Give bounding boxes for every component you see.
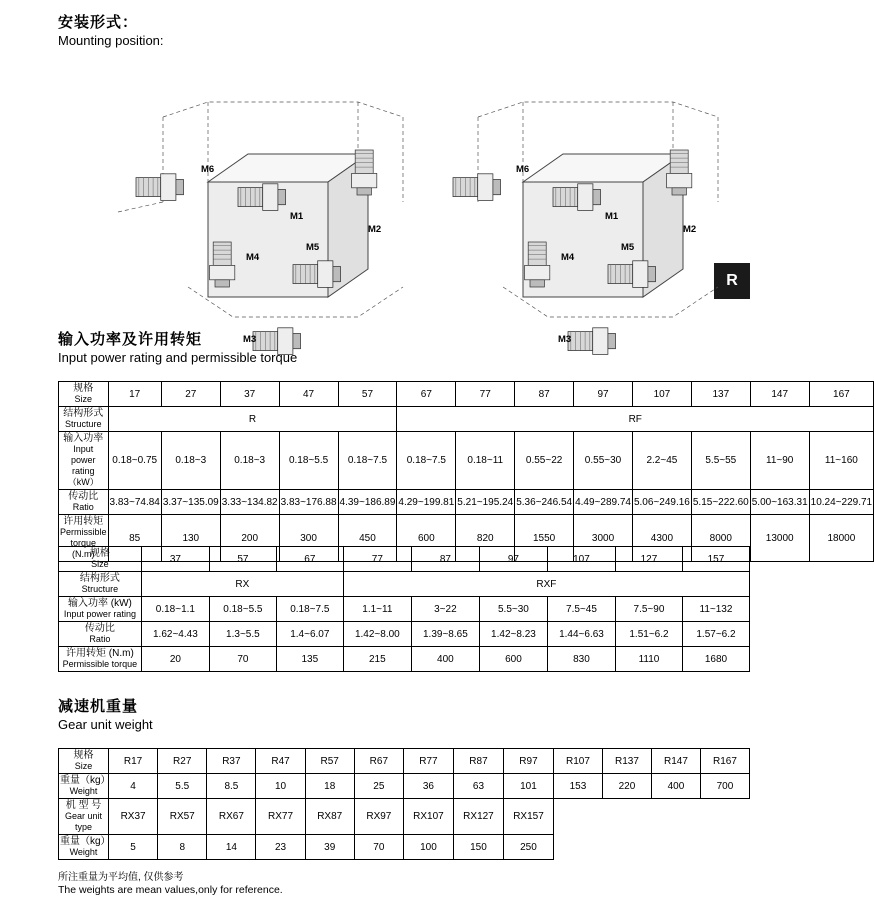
cell: 5.21~195.24 bbox=[456, 490, 515, 515]
cell: 135 bbox=[276, 647, 343, 672]
cell: 18000 bbox=[809, 515, 873, 562]
cell: R87 bbox=[453, 749, 503, 774]
row-label-power: 输入功率 Input power rating（kW） bbox=[59, 432, 109, 490]
cell: 57 bbox=[209, 547, 276, 572]
cell: 1.44~6.63 bbox=[547, 622, 615, 647]
row-label-size: 规格 Size bbox=[59, 547, 142, 572]
cell-empty bbox=[553, 835, 602, 860]
svg-text:M1: M1 bbox=[605, 211, 619, 222]
cell: 10 bbox=[256, 774, 305, 799]
cell: 215 bbox=[343, 647, 411, 672]
cell: 36 bbox=[403, 774, 453, 799]
cell: 97 bbox=[479, 547, 547, 572]
weight-heading bbox=[58, 698, 153, 733]
cell: 1.1~11 bbox=[343, 597, 411, 622]
svg-text:M3: M3 bbox=[558, 334, 572, 345]
cell: 18 bbox=[305, 774, 354, 799]
cell: RX107 bbox=[403, 799, 453, 835]
cell: R137 bbox=[602, 749, 651, 774]
svg-text:M6: M6 bbox=[201, 164, 215, 175]
cell: 27 bbox=[161, 382, 220, 407]
cell: 0.55~22 bbox=[515, 432, 574, 490]
cell: 77 bbox=[343, 547, 411, 572]
cell-empty bbox=[602, 835, 651, 860]
svg-text:M1: M1 bbox=[290, 211, 304, 222]
gear-unit-weight-table bbox=[58, 748, 750, 860]
input-power-heading-en: Input power rating and permissible torque bbox=[58, 350, 298, 365]
cell: 77 bbox=[456, 382, 515, 407]
cell: 107 bbox=[547, 547, 615, 572]
cell: 3.83~74.84 bbox=[108, 490, 161, 515]
cell: 130 bbox=[161, 515, 220, 562]
cell: 4300 bbox=[632, 515, 691, 562]
svg-text:M4: M4 bbox=[561, 252, 575, 263]
cell-empty bbox=[651, 835, 700, 860]
cell: 0.18~3 bbox=[220, 432, 279, 490]
input-power-heading bbox=[58, 331, 297, 366]
cell: 14 bbox=[207, 835, 256, 860]
row-label-size: 规格 Size bbox=[59, 749, 109, 774]
cell: 101 bbox=[503, 774, 553, 799]
cell: 70 bbox=[209, 647, 276, 672]
cell: 0.18~0.75 bbox=[108, 432, 161, 490]
cell: 3000 bbox=[574, 515, 633, 562]
table-row bbox=[59, 597, 750, 622]
cell: R107 bbox=[553, 749, 602, 774]
cell: 85 bbox=[108, 515, 161, 562]
cell: 0.18~3 bbox=[161, 432, 220, 490]
input-power-table-r bbox=[58, 381, 874, 562]
table-row bbox=[59, 622, 750, 647]
cell: RX97 bbox=[354, 799, 403, 835]
cell: 220 bbox=[602, 774, 651, 799]
cell: 63 bbox=[453, 774, 503, 799]
weight-heading-en: Gear unit weight bbox=[58, 717, 153, 732]
cell: RF bbox=[397, 407, 874, 432]
row-label-ratio: 传动比 Ratio bbox=[59, 622, 142, 647]
mounting-heading-cn: 安装形式： bbox=[58, 14, 139, 31]
cell: R57 bbox=[305, 749, 354, 774]
cell: RXF bbox=[343, 572, 749, 597]
cell: 23 bbox=[256, 835, 305, 860]
cell: 3.33~134.82 bbox=[220, 490, 279, 515]
cell: RX67 bbox=[207, 799, 256, 835]
row-label-type: 机 型 号 Gear unit type bbox=[59, 799, 109, 835]
cell: RX57 bbox=[158, 799, 207, 835]
table-row bbox=[59, 835, 750, 860]
cell: 450 bbox=[338, 515, 397, 562]
cell: 8000 bbox=[691, 515, 750, 562]
cell: 0.18~5.5 bbox=[279, 432, 338, 490]
cell: 97 bbox=[574, 382, 633, 407]
cell: 0.18~7.5 bbox=[338, 432, 397, 490]
table-row bbox=[59, 749, 750, 774]
cell: 147 bbox=[750, 382, 809, 407]
cell: 0.18~5.5 bbox=[209, 597, 276, 622]
cell: R97 bbox=[503, 749, 553, 774]
table-row bbox=[59, 490, 874, 515]
cell: R47 bbox=[256, 749, 305, 774]
cell-empty bbox=[651, 799, 700, 835]
cell: 1.3~5.5 bbox=[209, 622, 276, 647]
cell: 37 bbox=[141, 547, 209, 572]
cell: 0.18~7.5 bbox=[397, 432, 456, 490]
cell: RX157 bbox=[503, 799, 553, 835]
cell: 39 bbox=[305, 835, 354, 860]
table-row bbox=[59, 432, 874, 490]
svg-text:M3: M3 bbox=[243, 334, 257, 345]
cell: 0.18~11 bbox=[456, 432, 515, 490]
cell: 67 bbox=[397, 382, 456, 407]
cell: 5.06~249.16 bbox=[632, 490, 691, 515]
cell: 5.5 bbox=[158, 774, 207, 799]
cell: 100 bbox=[403, 835, 453, 860]
row-label-weight: 重量（kg） Weight bbox=[59, 774, 109, 799]
footnote bbox=[58, 871, 283, 897]
cell: 820 bbox=[456, 515, 515, 562]
cell-empty bbox=[553, 799, 602, 835]
row-label-torque: 许用转矩 (N.m) Permissible torque bbox=[59, 647, 142, 672]
cell: R77 bbox=[403, 749, 453, 774]
cell: R27 bbox=[158, 749, 207, 774]
cell: RX37 bbox=[109, 799, 158, 835]
cell: 153 bbox=[553, 774, 602, 799]
cell: 107 bbox=[632, 382, 691, 407]
cell: 57 bbox=[338, 382, 397, 407]
cell-empty bbox=[700, 799, 749, 835]
cell: 87 bbox=[515, 382, 574, 407]
cell: 11~160 bbox=[809, 432, 873, 490]
cell: 4 bbox=[109, 774, 158, 799]
footnote-en: The weights are mean values,only for reference. bbox=[58, 884, 283, 896]
page-index-tab: R bbox=[714, 263, 750, 299]
cell: RX127 bbox=[453, 799, 503, 835]
cell: 1.62~4.43 bbox=[141, 622, 209, 647]
table-row bbox=[59, 547, 750, 572]
cell: RX87 bbox=[305, 799, 354, 835]
row-label-torque: 许用转矩 Permissible torque (N.m) bbox=[59, 515, 109, 562]
cell: 5.00~163.31 bbox=[750, 490, 809, 515]
cell: 87 bbox=[411, 547, 479, 572]
cell: RX77 bbox=[256, 799, 305, 835]
cell: 8 bbox=[158, 835, 207, 860]
cell: 200 bbox=[220, 515, 279, 562]
cell: R167 bbox=[700, 749, 749, 774]
cell: R17 bbox=[109, 749, 158, 774]
row-label-weight-rx: 重量（kg） Weight bbox=[59, 835, 109, 860]
cell: 0.18~1.1 bbox=[141, 597, 209, 622]
mounting-heading-en: Mounting position: bbox=[58, 33, 164, 48]
cell: 1110 bbox=[616, 647, 683, 672]
cell: 10.24~229.71 bbox=[809, 490, 873, 515]
svg-text:M6: M6 bbox=[516, 164, 530, 175]
cell: 37 bbox=[220, 382, 279, 407]
table-row bbox=[59, 647, 750, 672]
input-power-table-rx bbox=[58, 546, 750, 672]
cell: 600 bbox=[479, 647, 547, 672]
cell: 70 bbox=[354, 835, 403, 860]
table-row bbox=[59, 572, 750, 597]
cell: 20 bbox=[141, 647, 209, 672]
svg-text:M2: M2 bbox=[368, 224, 382, 235]
cell: 1550 bbox=[515, 515, 574, 562]
table-row bbox=[59, 382, 874, 407]
cell: 4.39~186.89 bbox=[338, 490, 397, 515]
cell: 0.55~30 bbox=[574, 432, 633, 490]
cell: 5.36~246.54 bbox=[515, 490, 574, 515]
cell: 1.42~8.00 bbox=[343, 622, 411, 647]
cell: 300 bbox=[279, 515, 338, 562]
cell: 3~22 bbox=[411, 597, 479, 622]
cell: 5.5~30 bbox=[479, 597, 547, 622]
cell: 2.2~45 bbox=[632, 432, 691, 490]
cell: 0.18~7.5 bbox=[276, 597, 343, 622]
cell: 11~132 bbox=[682, 597, 749, 622]
cell: 1.42~8.23 bbox=[479, 622, 547, 647]
cell: 11~90 bbox=[750, 432, 809, 490]
cell: 1680 bbox=[682, 647, 749, 672]
cell: 157 bbox=[682, 547, 749, 572]
cell: 400 bbox=[651, 774, 700, 799]
row-label-power: 输入功率 (kW) Input power rating bbox=[59, 597, 142, 622]
cell: 150 bbox=[453, 835, 503, 860]
cell: R37 bbox=[207, 749, 256, 774]
mounting-heading bbox=[58, 14, 164, 49]
input-power-heading-cn: 输入功率及许用转矩 bbox=[58, 331, 203, 348]
cell: RX bbox=[141, 572, 343, 597]
cell: R147 bbox=[651, 749, 700, 774]
cell-empty bbox=[700, 835, 749, 860]
cell: 600 bbox=[397, 515, 456, 562]
svg-text:M2: M2 bbox=[683, 224, 697, 235]
row-label-ratio: 传动比 Ratio bbox=[59, 490, 109, 515]
cell: 167 bbox=[809, 382, 873, 407]
cell: 3.37~135.09 bbox=[161, 490, 220, 515]
cell: 137 bbox=[691, 382, 750, 407]
cell: 67 bbox=[276, 547, 343, 572]
cell-empty bbox=[602, 799, 651, 835]
cell: 4.49~289.74 bbox=[574, 490, 633, 515]
svg-text:M4: M4 bbox=[246, 252, 260, 263]
cell: 25 bbox=[354, 774, 403, 799]
cell: 4.29~199.81 bbox=[397, 490, 456, 515]
row-label-size: 规格 Size bbox=[59, 382, 109, 407]
cell: R bbox=[108, 407, 397, 432]
cell: R67 bbox=[354, 749, 403, 774]
cell: 8.5 bbox=[207, 774, 256, 799]
cell: 400 bbox=[411, 647, 479, 672]
cell: 7.5~90 bbox=[616, 597, 683, 622]
cell: 1.51~6.2 bbox=[616, 622, 683, 647]
cell: 17 bbox=[108, 382, 161, 407]
cell: 47 bbox=[279, 382, 338, 407]
cell: 5.5~55 bbox=[691, 432, 750, 490]
cell: 1.57~6.2 bbox=[682, 622, 749, 647]
table-row bbox=[59, 407, 874, 432]
table-row bbox=[59, 774, 750, 799]
row-label-structure: 结构形式 Structure bbox=[59, 572, 142, 597]
table-row bbox=[59, 799, 750, 835]
svg-text:M5: M5 bbox=[306, 242, 320, 253]
cell: 7.5~45 bbox=[547, 597, 615, 622]
row-label-structure: 结构形式 Structure bbox=[59, 407, 109, 432]
footnote-cn: 所注重量为平均值, 仅供参考 bbox=[58, 872, 184, 883]
cell: 3.83~176.88 bbox=[279, 490, 338, 515]
cell: 5 bbox=[109, 835, 158, 860]
cell: 700 bbox=[700, 774, 749, 799]
cell: 5.15~222.60 bbox=[691, 490, 750, 515]
cell: 1.4~6.07 bbox=[276, 622, 343, 647]
cell: 13000 bbox=[750, 515, 809, 562]
cell: 127 bbox=[616, 547, 683, 572]
weight-heading-cn: 减速机重量 bbox=[58, 698, 139, 715]
cell: 1.39~8.65 bbox=[411, 622, 479, 647]
cell: 830 bbox=[547, 647, 615, 672]
svg-text:M5: M5 bbox=[621, 242, 635, 253]
cell: 250 bbox=[503, 835, 553, 860]
